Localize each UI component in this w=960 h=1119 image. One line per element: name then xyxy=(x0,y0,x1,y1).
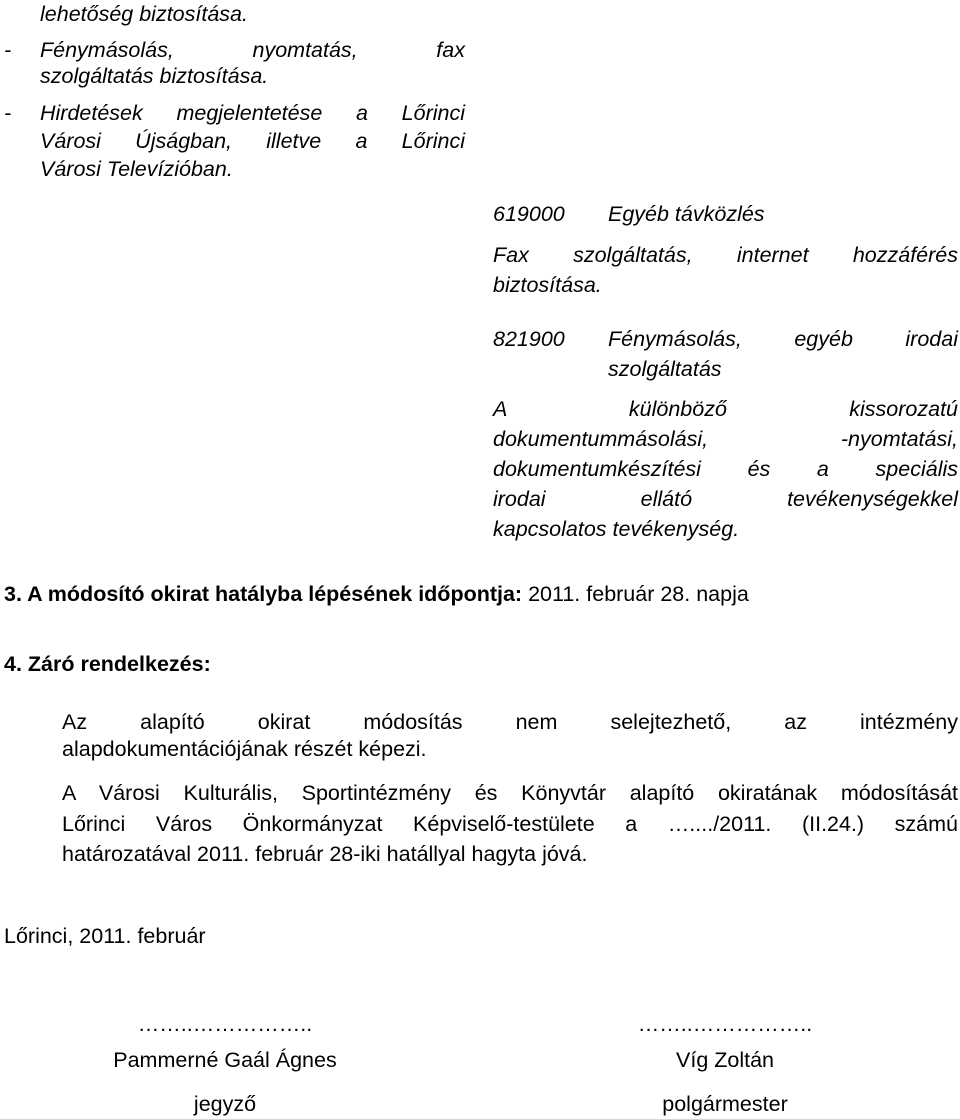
list-item-2-line-1: Hirdetések megjelentetése a Lőrinci xyxy=(40,101,465,125)
section-4-para-2-line-3: határozatával 2011. február 28-iki hatállyal hagyta jóvá. xyxy=(62,842,588,866)
code-619000-number: 619000 xyxy=(493,202,565,226)
list-item-1-dash: - xyxy=(4,38,12,62)
section-4-para-2-line-1: A Városi Kulturális, Sportintézmény és Könyvtár alapító okiratának módosítását xyxy=(62,781,958,805)
code-821900-desc-line-4: irodai ellátó tevékenységekkel xyxy=(493,487,958,511)
code-821900-number: 821900 xyxy=(493,327,565,351)
code-821900-title-line-1: Fénymásolás, egyéb irodai xyxy=(608,327,958,351)
section-4-para-1-line-1: Az alapító okirat módosítás nem selejtezhető, az intézmény xyxy=(62,710,958,734)
section-4-heading: 4. Záró rendelkezés: xyxy=(4,652,211,676)
signature-right-dots: ……..…………….. xyxy=(637,1012,813,1036)
signature-right-title: polgármester xyxy=(662,1092,788,1116)
section-3-date: 2011. február 28. napja xyxy=(528,582,749,606)
left-line-1: lehetőség biztosítása. xyxy=(40,2,248,26)
list-item-2-line-3: Városi Televízióban. xyxy=(40,157,233,181)
section-4-para-2-line-2: Lőrinci Város Önkormányzat Képviselő-testülete a …..../2011. (II.24.) számú xyxy=(62,812,958,836)
code-619000-desc-line-2: biztosítása. xyxy=(493,273,602,297)
list-item-2-line-2: Városi Újságban, illetve a Lőrinci xyxy=(40,129,465,153)
signature-left-dots: ……..…………….. xyxy=(137,1012,313,1036)
code-619000-desc-line-1: Fax szolgáltatás, internet hozzáférés xyxy=(493,243,958,267)
place-date: Lőrinci, 2011. február xyxy=(4,924,206,948)
list-item-1-line-1: Fénymásolás, nyomtatás, fax xyxy=(40,38,465,62)
code-821900-desc-line-3: dokumentumkészítési és a speciális xyxy=(493,457,958,481)
section-3-heading: 3. A módosító okirat hatályba lépésének időpontja: xyxy=(4,582,523,606)
list-item-1-line-2: szolgáltatás biztosítása. xyxy=(40,64,269,88)
section-3 xyxy=(4,582,749,607)
list-item-2-dash: - xyxy=(4,101,12,125)
signature-left-title: jegyző xyxy=(193,1092,257,1116)
code-821900-desc-line-2: dokumentummásolási, -nyomtatási, xyxy=(493,427,958,451)
section-4-para-1-line-2: alapdokumentációjának részét képezi. xyxy=(62,737,427,761)
signature-left-name: Pammerné Gaál Ágnes xyxy=(113,1048,337,1072)
code-821900-title-line-2: szolgáltatás xyxy=(608,357,722,381)
signature-right-name: Víg Zoltán xyxy=(676,1048,774,1072)
code-619000-title: Egyéb távközlés xyxy=(608,202,765,226)
code-821900-desc-line-5: kapcsolatos tevékenység. xyxy=(493,517,740,541)
code-821900-desc-line-1: A különböző kissorozatú xyxy=(493,397,958,421)
